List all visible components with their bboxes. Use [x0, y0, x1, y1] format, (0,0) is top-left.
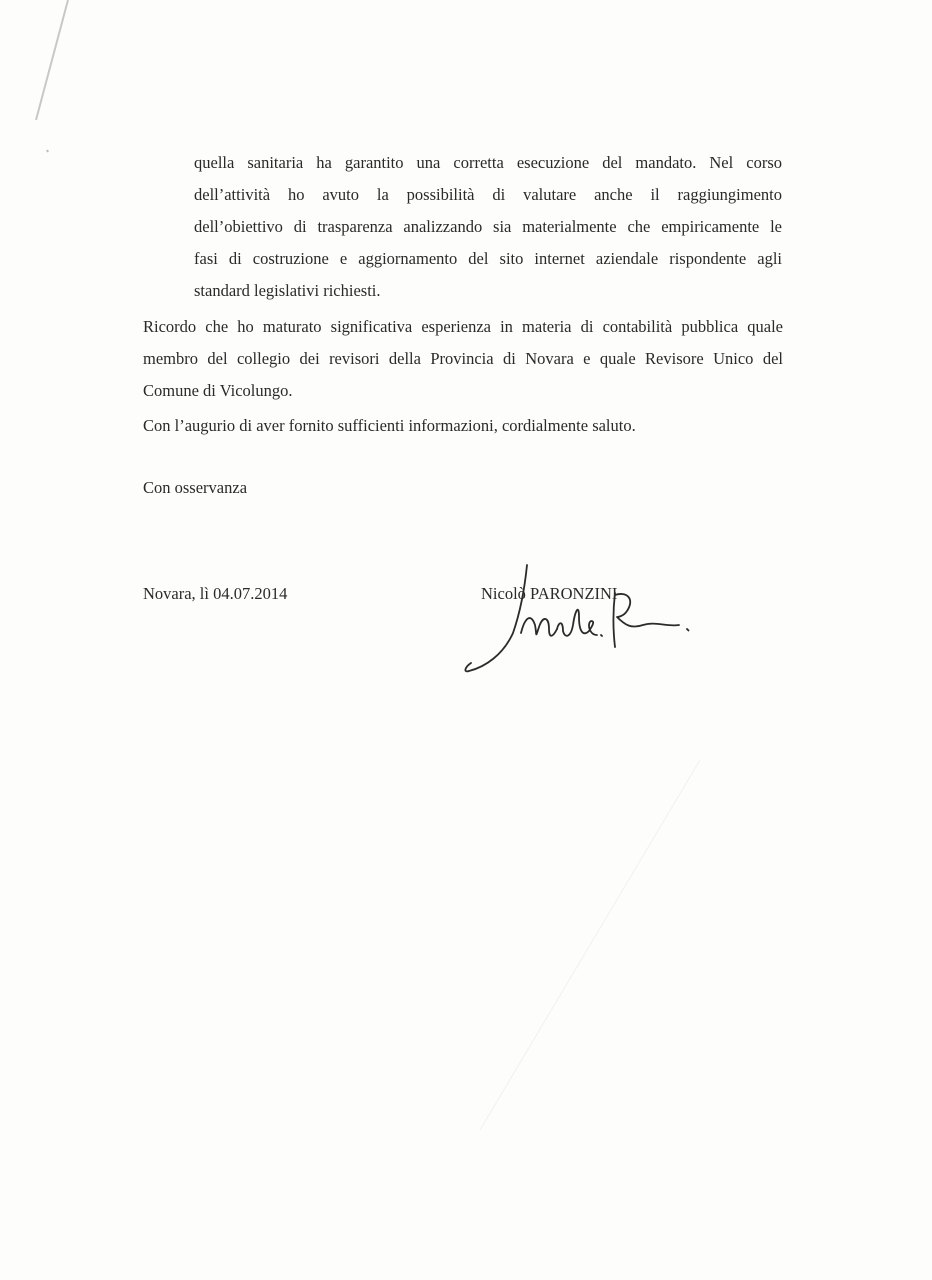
- text-line: dell’obiettivo di trasparenza analizzando sia materialmente che empiricamente le: [194, 217, 782, 236]
- text-line: standard legislativi richiesti.: [194, 281, 381, 300]
- text-line: membro del collegio dei revisori della Provincia di Novara e quale Revisore Unico del: [143, 349, 783, 368]
- paragraph-greeting: Con l’augurio di aver fornito sufficienti informazioni, cordialmente saluto.: [143, 416, 636, 435]
- text-line: Comune di Vicolungo.: [143, 381, 293, 400]
- paragraph-mandate-execution: [194, 147, 782, 307]
- text-line: Ricordo che ho maturato significativa esperienza in materia di contabilità pubblica quale: [143, 317, 783, 336]
- text-line: dell’attività ho avuto la possibilità di valutare anche il raggiungimento: [194, 185, 782, 204]
- handwritten-signature: [455, 555, 705, 690]
- paragraph-experience: [143, 311, 783, 407]
- place-and-date: Novara, lì 04.07.2014: [143, 584, 288, 603]
- signatory-name: Nicolò PARONZINI: [481, 584, 618, 603]
- text-line: fasi di costruzione e aggiornamento del sito internet aziendale rispondente agli: [194, 249, 782, 268]
- text-line: quella sanitaria ha garantito una corretta esecuzione del mandato. Nel corso: [194, 153, 782, 172]
- closing-formula: Con osservanza: [143, 478, 248, 497]
